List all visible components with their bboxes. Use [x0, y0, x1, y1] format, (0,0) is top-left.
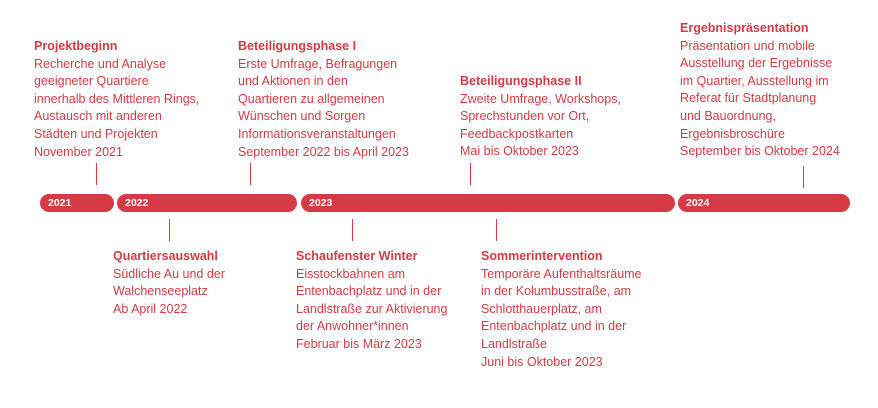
milestone-date: September bis Oktober 2024 [680, 144, 840, 159]
milestone-text: Eisstockbahnen am [296, 266, 406, 281]
milestone-text: Quartieren zu allgemeinen [238, 91, 385, 106]
milestone-title: Beteiligungsphase II [460, 74, 582, 88]
milestone-text: Zweite Umfrage, Workshops, [460, 91, 621, 106]
year-label: 2021 [48, 197, 72, 209]
milestone-text: Ausstellung der Ergebnisse [680, 56, 833, 71]
connector-tick [470, 163, 471, 185]
milestone-text: Referat für Stadtplanung [680, 91, 817, 106]
connector-tick [352, 219, 353, 241]
milestone-sommerintervention [481, 248, 642, 371]
milestone-text: Präsentation und mobile [680, 38, 815, 53]
milestone-text: Entenbachplatz und in der [481, 319, 627, 334]
milestone-title: Schaufenster Winter [296, 249, 418, 263]
timeline-segment-2024 [678, 194, 850, 212]
milestone-title: Ergebnispräsentation [680, 21, 809, 35]
milestone-text: geeigneter Quartiere [34, 74, 149, 89]
milestone-text: Recherche und Analyse [34, 56, 167, 71]
milestone-quartiersauswahl [113, 248, 225, 318]
connector-tick [169, 219, 170, 241]
milestone-date: November 2021 [34, 144, 123, 159]
timeline-segment-2021 [40, 194, 114, 212]
milestone-text: und Bauordnung, [680, 108, 776, 123]
milestone-title: Beteiligungsphase I [238, 39, 357, 53]
year-label: 2024 [686, 197, 710, 209]
connector-tick [496, 219, 497, 241]
milestone-text: in der Kolumbusstraße, am [481, 284, 632, 299]
connector-tick [250, 163, 251, 185]
milestone-projektbeginn [34, 38, 199, 161]
milestone-text: Landlstraße [481, 336, 548, 351]
milestone-text: Erste Umfrage, Befragungen [238, 56, 398, 71]
milestone-text: innerhalb des Mittleren Rings, [34, 91, 200, 106]
milestone-text: Landlstraße zur Aktivierung [296, 301, 448, 316]
milestone-text: Austausch mit anderen [34, 109, 162, 124]
milestone-text: und Aktionen in den [238, 74, 348, 89]
milestone-date: Mai bis Oktober 2023 [460, 144, 579, 159]
milestone-text: Walchenseeplatz [113, 284, 208, 299]
connector-tick [96, 163, 97, 185]
milestone-date: September 2022 bis April 2023 [238, 144, 409, 159]
milestone-text: Temporäre Aufenthaltsräume [481, 266, 642, 281]
milestone-text: Städten und Projekten [34, 126, 158, 141]
milestone-text: der Anwohner*innen [296, 319, 409, 334]
milestone-date: Juni bis Oktober 2023 [481, 354, 603, 369]
milestone-text: im Quartier, Ausstellung im [680, 73, 829, 88]
milestone-text: Sprechstunden vor Ort, [460, 109, 590, 124]
milestone-text: Ergebnisbroschüre [680, 126, 785, 141]
timeline-segment-2023 [301, 194, 675, 212]
milestone-ergebnispraesentation [680, 20, 840, 161]
milestone-text: Südliche Au und der [113, 266, 225, 281]
timeline-segment-2022 [117, 194, 297, 212]
milestone-date: Ab April 2022 [113, 301, 188, 316]
milestone-title: Sommerintervention [481, 249, 603, 263]
milestone-text: Wünschen und Sorgen [238, 109, 366, 124]
year-label: 2023 [309, 197, 333, 209]
milestone-title: Quartiersauswahl [113, 249, 218, 263]
year-label: 2022 [125, 197, 149, 209]
milestone-text: Feedbackpostkarten [460, 126, 574, 141]
connector-tick [803, 166, 804, 188]
milestone-beteiligungsphase-1 [238, 38, 409, 161]
milestone-text: Entenbachplatz und in der [296, 284, 442, 299]
milestone-date: Februar bis März 2023 [296, 336, 422, 351]
milestone-text: Informationsveranstaltungen [238, 126, 396, 141]
milestone-title: Projektbeginn [34, 39, 118, 53]
milestone-beteiligungsphase-2 [460, 73, 621, 161]
milestone-text: Schlotthauerplatz, am [481, 301, 602, 316]
milestone-schaufenster-winter [296, 248, 447, 354]
